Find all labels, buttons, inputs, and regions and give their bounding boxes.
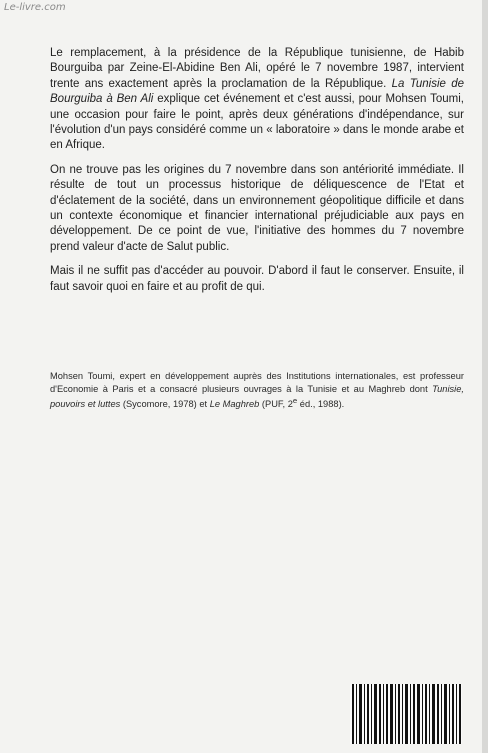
bio-mid: (Sycomore, 1978) et (120, 399, 210, 410)
paragraph-2: On ne trouve pas les origines du 7 novembre dans son antériorité immédiate. Il résulte de tout un processus historique de déliquescence de l'Etat et d'éclatement de la société, dans un environnement géopolitique difficile et dans un contexte économique et financier international préjudiciable aux pays en développement. De ce point de vue, l'initiative des hommes du 7 novembre prend valeur d'acte de Salut public. (50, 163, 464, 253)
barcode-icon (350, 684, 462, 744)
bio-sup: e (292, 396, 298, 406)
watermark: Le-livre.com (4, 2, 66, 13)
bio-book-1: Tunisie, pouvoirs et luttes (50, 383, 464, 410)
paragraph-1-middle: Zeine-El-Abidine Ben Ali, opéré le 7 novembre 1987, intervient trente ans exactement après la proclamation de la République. (50, 62, 464, 90)
paragraph-1-start: Le remplacement, à la présidence de la République tunisienne, de Habib Bourguiba par (50, 47, 464, 75)
bio-book-2: Le Maghreb (209, 399, 260, 410)
bio-end: (PUF, 2 (259, 399, 293, 410)
paragraph-1-end: explique cet événement et c'est aussi, pour Mohsen Toumi, une occasion pour faire le point, après deux générations d'indépendance, sur l'évolution d'un pays considéré comme un « laboratoire » dans le monde arabe et en Afrique. (50, 93, 464, 152)
paragraph-1 (50, 46, 464, 154)
bio-tail: éd., 1988). (297, 399, 345, 410)
author-bio (50, 370, 464, 411)
book-title: La Tunisie de Bourguiba à Ben Ali (50, 77, 465, 106)
bio-start: Mohsen Toumi, expert en développement auprès des Institutions internationales, est professeur d'Economie à Paris et a consacré plusieurs ouvrages à la Tunisie et au Maghreb dont (50, 371, 464, 394)
paragraph-3: Mais il ne suffit pas d'accéder au pouvoir. D'abord il faut le conserver. Ensuite, il faut savoir quoi en faire et au profit de qui. (50, 265, 464, 293)
blurb (50, 46, 464, 304)
barcode (350, 684, 462, 744)
